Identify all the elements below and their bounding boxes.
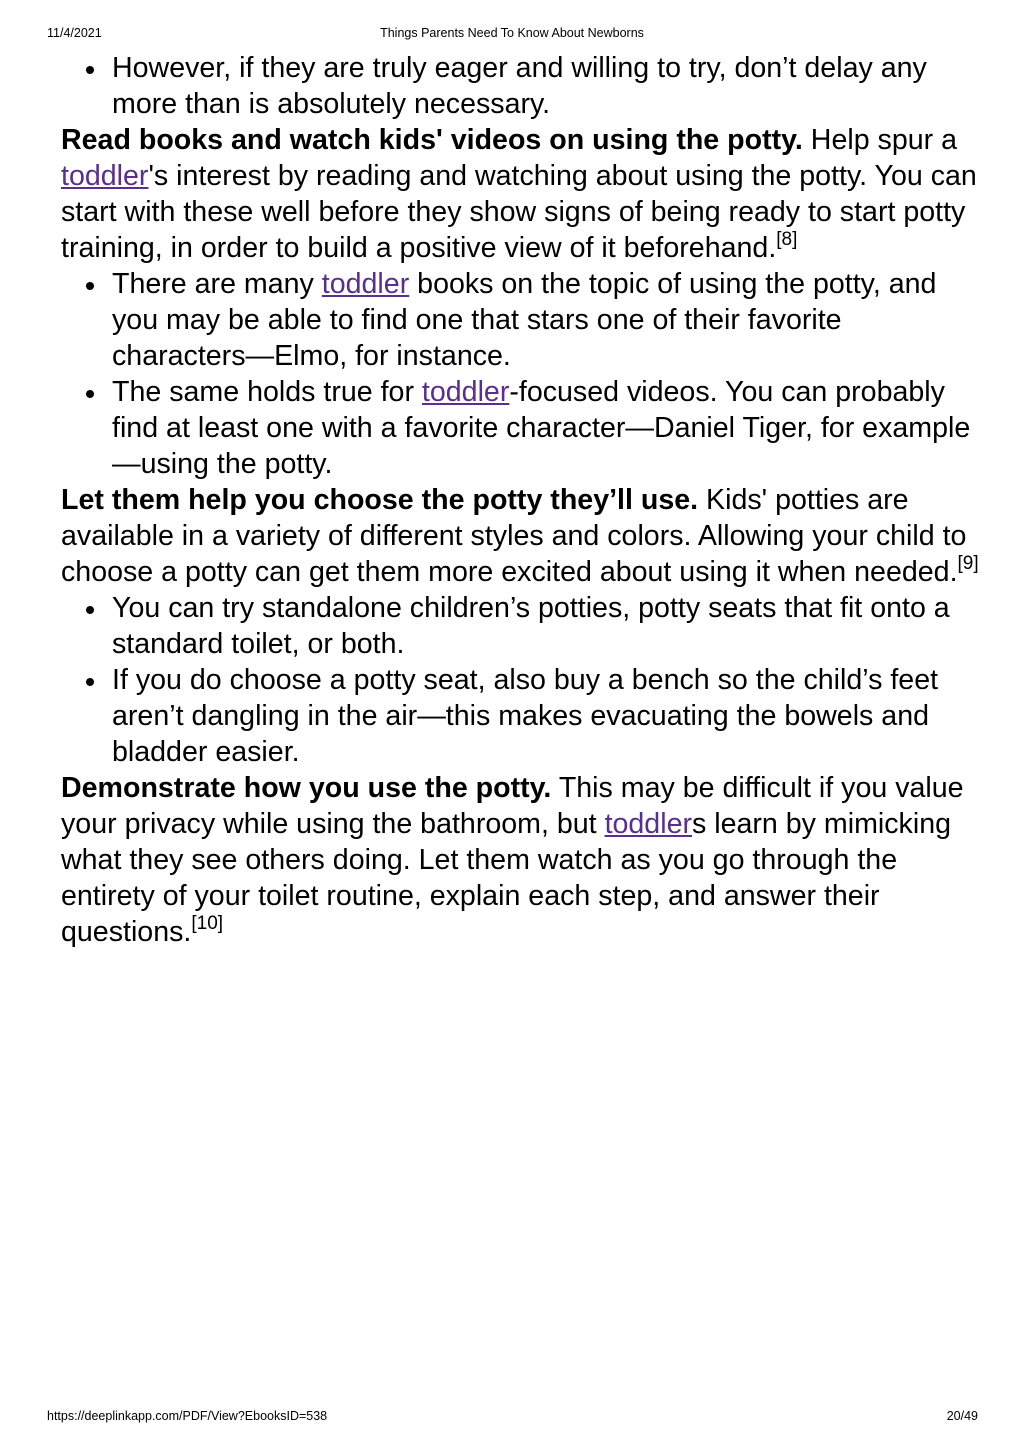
toddler-link[interactable]: toddler	[421, 376, 510, 408]
section-heading: Read books and watch kids' videos on using the potty.	[61, 124, 803, 156]
list-item-text: The same holds true for	[112, 376, 422, 408]
header-title: Things Parents Need To Know About Newborns	[380, 26, 644, 40]
paragraph-text: Kids' potties are available in a variety of different styles and colors. Allowing your child to choose a potty can get them more excited about using it when needed.	[61, 484, 967, 588]
bullet-icon	[86, 390, 94, 398]
page-content	[61, 50, 981, 950]
list-item	[61, 374, 981, 482]
bullet-icon	[86, 606, 94, 614]
citation-ref[interactable]: [8]	[776, 229, 798, 250]
section-read-books	[61, 122, 981, 266]
paragraph-text: Help spur a	[802, 124, 958, 156]
toddler-link[interactable]: toddler	[61, 160, 149, 192]
header-date: 11/4/2021	[47, 26, 102, 40]
list-item	[61, 590, 981, 662]
section-choose-potty	[61, 482, 981, 590]
citation-ref[interactable]: [10]	[191, 913, 224, 934]
footer-page-number: 20/49	[946, 1409, 978, 1423]
list-item-text: books on the topic of using the potty, and you may be able to find one that stars one of their favorite characters—Elmo, for instance.	[112, 268, 937, 372]
bullet-icon	[86, 282, 94, 290]
paragraph-text: This may be difficult if you value your privacy while using the bathroom, but	[61, 772, 964, 840]
section-heading: Demonstrate how you use the potty.	[61, 772, 552, 804]
citation-ref[interactable]: [9]	[957, 553, 979, 574]
toddler-link[interactable]: toddler	[604, 808, 692, 840]
list-item	[61, 266, 981, 374]
bullet-list	[61, 266, 981, 482]
list-item-text: However, if they are truly eager and willing to try, don’t delay any more than is absolutely necessary.	[112, 52, 927, 120]
section-heading: Let them help you choose the potty they’ll use.	[61, 484, 699, 516]
top-bullet-list	[61, 50, 981, 122]
list-item	[61, 50, 981, 122]
list-item-text: If you do choose a potty seat, also buy a bench so the child’s feet aren’t dangling in the air—this makes evacuating the bowels and bladder easier.	[112, 664, 939, 768]
paragraph-text: s learn by mimicking what they see others doing. Let them watch as you go through the entirety of your toilet routine, explain each step, and answer their questions.	[61, 808, 952, 948]
bullet-icon	[86, 66, 94, 74]
list-item-text: There are many	[112, 268, 322, 300]
footer-url: https://deeplinkapp.com/PDF/View?EbooksID=538	[47, 1409, 328, 1423]
paragraph-text: 's interest by reading and watching about using the potty. You can start with these well before they show signs of being ready to start potty training, in order to build a positive view of it beforehand.	[61, 160, 977, 264]
list-item	[61, 662, 981, 770]
toddler-link[interactable]: toddler	[321, 268, 410, 300]
bullet-icon	[86, 678, 94, 686]
list-item-text: -focused videos. You can probably find at least one with a favorite character—Daniel Tiger, for example—using the potty.	[112, 376, 971, 480]
list-item-text: You can try standalone children’s potties, potty seats that fit onto a standard toilet, or both.	[112, 592, 950, 660]
bullet-list	[61, 590, 981, 770]
section-demonstrate	[61, 770, 981, 950]
